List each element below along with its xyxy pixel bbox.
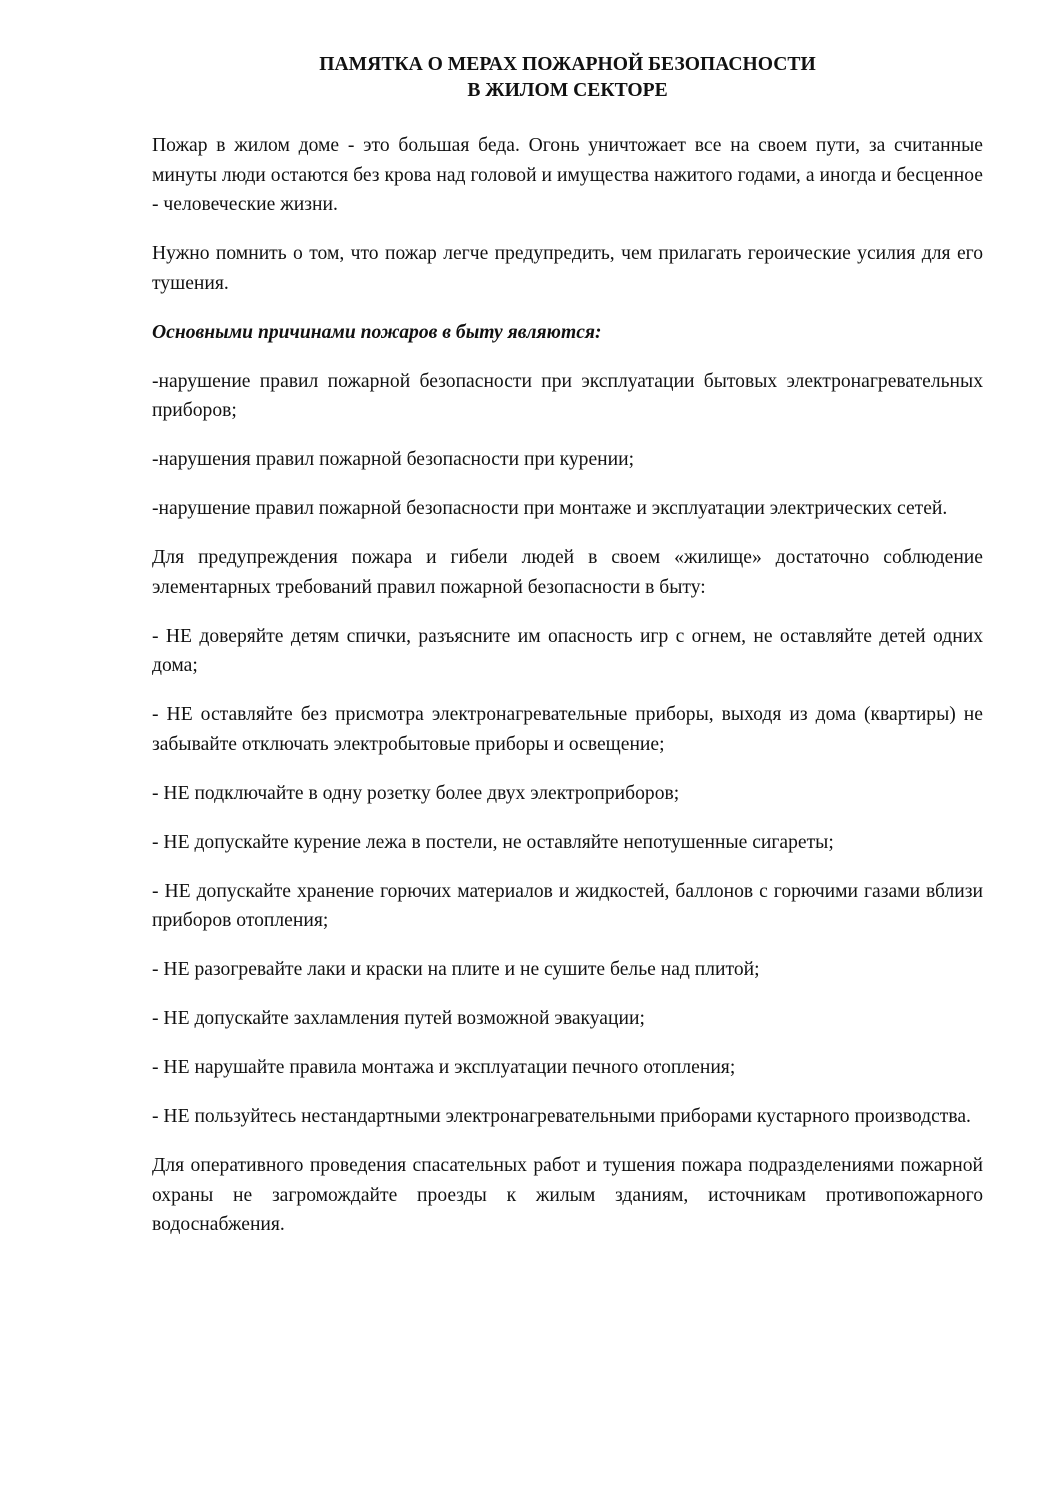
closing-paragraph: Для оперативного проведения спасательных работ и тушения пожара подразделениями пожарной охраны не загромождайте проезды к жилым зданиям, источникам противопожарного водоснабжения.	[152, 1155, 983, 1235]
prevention-intro: Для предупреждения пожара и гибели людей в своем «жилище» достаточно соблюдение элементарных требований правил пожарной безопасности в быту:	[152, 547, 983, 598]
rule-item: - НЕ доверяйте детям спички, разъясните им опасность игр с огнем, не оставляйте детей одних дома;	[152, 625, 983, 676]
document-title	[152, 52, 983, 104]
rule-item: - НЕ допускайте захламления путей возможной эвакуации;	[152, 1008, 645, 1029]
rule-item: - НЕ разогревайте лаки и краски на плите и не сушите белье над плитой;	[152, 959, 760, 980]
document-page	[152, 52, 983, 1259]
rule-item: - НЕ допускайте хранение горючих материалов и жидкостей, баллонов с горючими газами вблизи приборов отопления;	[152, 880, 983, 931]
cause-item: -нарушения правил пожарной безопасности при курении;	[152, 449, 635, 470]
rule-item: - НЕ оставляйте без присмотра электронагревательные приборы, выходя из дома (квартиры) не забывайте отключать электробытовые приборы и освещение;	[152, 704, 983, 755]
rule-item: - НЕ нарушайте правила монтажа и эксплуатации печного отопления;	[152, 1057, 736, 1078]
title-line-1: ПАМЯТКА О МЕРАХ ПОЖАРНОЙ БЕЗОПАСНОСТИ	[319, 54, 816, 75]
causes-heading: Основными причинами пожаров в быту являются:	[152, 321, 602, 343]
title-line-2: В ЖИЛОМ СЕКТОРЕ	[467, 80, 668, 101]
cause-item: -нарушение правил пожарной безопасности при монтаже и эксплуатации электрических сетей.	[152, 498, 948, 519]
intro-paragraph-1: Пожар в жилом доме - это большая беда. Огонь уничтожает все на своем пути, за считанные минуты люди остаются без крова над головой и имущества нажитого годами, а иногда и бесценное - человеческие жизни.	[152, 135, 983, 215]
intro-paragraph-2: Нужно помнить о том, что пожар легче предупредить, чем прилагать героические усилия для его тушения.	[152, 243, 983, 294]
rule-item: - НЕ допускайте курение лежа в постели, не оставляйте непотушенные сигареты;	[152, 831, 834, 853]
cause-item: -нарушение правил пожарной безопасности при эксплуатации бытовых электронагревательных приборов;	[152, 370, 983, 421]
rule-item: - НЕ подключайте в одну розетку более двух электроприборов;	[152, 782, 680, 804]
rule-item: - НЕ пользуйтесь нестандартными электронагревательными приборами кустарного производства.	[152, 1106, 971, 1127]
